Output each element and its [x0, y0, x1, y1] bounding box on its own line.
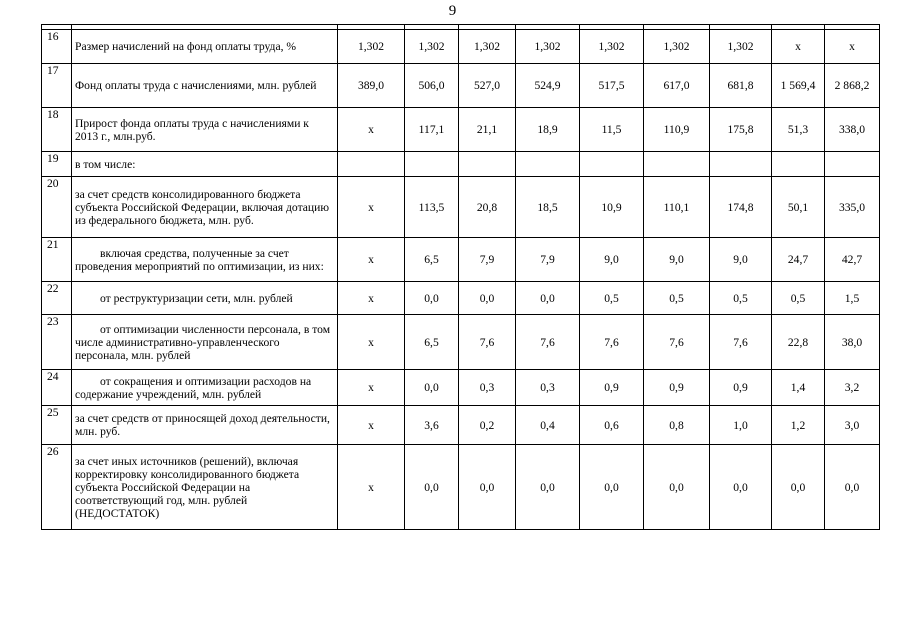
- value-cell: 42,7: [825, 238, 880, 282]
- value-cell: 110,1: [644, 177, 710, 238]
- value-cell: 1,302: [644, 30, 710, 64]
- value-cell: 7,6: [459, 315, 516, 370]
- value-cell: 6,5: [405, 315, 459, 370]
- value-cell: х: [338, 177, 405, 238]
- value-cell: 0,0: [516, 445, 580, 530]
- row-description: [72, 64, 338, 108]
- value-cell: х: [338, 108, 405, 152]
- table-row: [42, 315, 880, 370]
- value-cell: 0,0: [825, 445, 880, 530]
- row-description: [72, 282, 338, 315]
- value-cell: 0,0: [459, 445, 516, 530]
- value-cell: 517,5: [580, 64, 644, 108]
- row-description-text: Прирост фонда оплаты труда с начислениями к 2013 г., млн.руб.: [75, 116, 309, 143]
- value-cell: [580, 152, 644, 177]
- value-cell: х: [338, 445, 405, 530]
- row-number: 26: [42, 445, 72, 530]
- value-cell: х: [772, 30, 825, 64]
- table-row: [42, 152, 880, 177]
- value-cell: 0,0: [516, 282, 580, 315]
- value-cell: 175,8: [710, 108, 772, 152]
- value-cell: 0,5: [772, 282, 825, 315]
- row-number: 18: [42, 108, 72, 152]
- value-cell: 617,0: [644, 64, 710, 108]
- value-cell: 10,9: [580, 177, 644, 238]
- value-cell: 0,4: [516, 406, 580, 445]
- value-cell: 9,0: [644, 238, 710, 282]
- row-description: [72, 370, 338, 406]
- row-description-text: включая средства, полученные за счет проведения мероприятий по оптимизации, из них:: [75, 246, 324, 273]
- value-cell: х: [825, 30, 880, 64]
- table-row: [42, 64, 880, 108]
- value-cell: [772, 152, 825, 177]
- row-number: 17: [42, 64, 72, 108]
- value-cell: 338,0: [825, 108, 880, 152]
- value-cell: 0,5: [710, 282, 772, 315]
- value-cell: 22,8: [772, 315, 825, 370]
- value-cell: х: [338, 406, 405, 445]
- row-description-text: в том числе:: [75, 157, 136, 171]
- table-row: [42, 406, 880, 445]
- value-cell: 1,302: [516, 30, 580, 64]
- value-cell: 0,9: [710, 370, 772, 406]
- row-description-text: от реструктуризации сети, млн. рублей: [100, 291, 293, 305]
- value-cell: 1,2: [772, 406, 825, 445]
- value-cell: 18,5: [516, 177, 580, 238]
- value-cell: х: [338, 238, 405, 282]
- value-cell: 0,3: [459, 370, 516, 406]
- value-cell: 7,6: [710, 315, 772, 370]
- value-cell: 1,302: [710, 30, 772, 64]
- value-cell: 7,6: [516, 315, 580, 370]
- value-cell: [516, 152, 580, 177]
- value-cell: [405, 152, 459, 177]
- value-cell: х: [338, 370, 405, 406]
- row-description-text: от оптимизации численности персонала, в том числе административно-управленческого персонала, млн. рублей: [75, 322, 331, 362]
- value-cell: 0,0: [710, 445, 772, 530]
- row-description: [72, 406, 338, 445]
- value-cell: 7,9: [459, 238, 516, 282]
- row-number: 16: [42, 30, 72, 64]
- row-description-text: за счет средств от приносящей доход деятельности, млн. руб.: [75, 412, 330, 438]
- row-description-text: Размер начислений на фонд оплаты труда, %: [75, 40, 297, 53]
- row-description-text: за счет средств консолидированного бюджета субъекта Российской Федерации, включая дотацию из федерального бюджета, млн. руб.: [75, 187, 329, 227]
- row-description: [72, 177, 338, 238]
- value-cell: 0,9: [644, 370, 710, 406]
- table-row: [42, 445, 880, 530]
- value-cell: 0,5: [580, 282, 644, 315]
- value-cell: 0,0: [405, 282, 459, 315]
- value-cell: 7,9: [516, 238, 580, 282]
- value-cell: 0,0: [644, 445, 710, 530]
- value-cell: 1,0: [710, 406, 772, 445]
- value-cell: 1,302: [405, 30, 459, 64]
- value-cell: 20,8: [459, 177, 516, 238]
- row-description: [72, 238, 338, 282]
- value-cell: х: [338, 282, 405, 315]
- value-cell: 9,0: [580, 238, 644, 282]
- row-description: [72, 30, 338, 64]
- value-cell: 1,302: [338, 30, 405, 64]
- value-cell: [338, 152, 405, 177]
- value-cell: 3,6: [405, 406, 459, 445]
- table-body: [42, 25, 880, 530]
- value-cell: 7,6: [580, 315, 644, 370]
- value-cell: 0,6: [580, 406, 644, 445]
- value-cell: 389,0: [338, 64, 405, 108]
- value-cell: 7,6: [644, 315, 710, 370]
- value-cell: 3,2: [825, 370, 880, 406]
- value-cell: [644, 152, 710, 177]
- value-cell: 51,3: [772, 108, 825, 152]
- value-cell: 6,5: [405, 238, 459, 282]
- value-cell: 21,1: [459, 108, 516, 152]
- row-number: 23: [42, 315, 72, 370]
- value-cell: 9,0: [710, 238, 772, 282]
- value-cell: 1,4: [772, 370, 825, 406]
- row-description: [72, 315, 338, 370]
- row-description-text: Фонд оплаты труда с начислениями, млн. рублей: [75, 79, 317, 92]
- row-description-text: за счет иных источников (решений), включая корректировку консолидированного бюджета субъекта Российской Федерации на соответствующий год, млн. рублей (НЕДОСТАТОК): [75, 454, 300, 520]
- value-cell: 18,9: [516, 108, 580, 152]
- page-number: 9: [448, 3, 457, 19]
- value-cell: х: [338, 315, 405, 370]
- row-number: 24: [42, 370, 72, 406]
- row-description-text: от сокращения и оптимизации расходов на содержание учреждений, млн. рублей: [75, 374, 312, 401]
- value-cell: 2 868,2: [825, 64, 880, 108]
- table-row: [42, 177, 880, 238]
- value-cell: 335,0: [825, 177, 880, 238]
- row-number: 19: [42, 152, 72, 177]
- row-number: 21: [42, 238, 72, 282]
- row-description: [72, 445, 338, 530]
- value-cell: [459, 152, 516, 177]
- value-cell: 117,1: [405, 108, 459, 152]
- value-cell: 0,5: [644, 282, 710, 315]
- value-cell: 0,0: [405, 370, 459, 406]
- value-cell: 1,5: [825, 282, 880, 315]
- table-row: [42, 30, 880, 64]
- value-cell: [710, 152, 772, 177]
- value-cell: 11,5: [580, 108, 644, 152]
- value-cell: 3,0: [825, 406, 880, 445]
- value-cell: 0,0: [772, 445, 825, 530]
- table-row: [42, 108, 880, 152]
- value-cell: 0,0: [580, 445, 644, 530]
- row-number: 25: [42, 406, 72, 445]
- value-cell: 0,9: [580, 370, 644, 406]
- value-cell: 50,1: [772, 177, 825, 238]
- value-cell: 1,302: [459, 30, 516, 64]
- value-cell: 1,302: [580, 30, 644, 64]
- value-cell: 0,8: [644, 406, 710, 445]
- value-cell: 506,0: [405, 64, 459, 108]
- table-row: [42, 282, 880, 315]
- value-cell: 1 569,4: [772, 64, 825, 108]
- value-cell: 0,0: [459, 282, 516, 315]
- table-row: [42, 370, 880, 406]
- value-cell: 0,0: [405, 445, 459, 530]
- row-description: [72, 152, 338, 177]
- row-description: [72, 108, 338, 152]
- value-cell: 110,9: [644, 108, 710, 152]
- value-cell: 113,5: [405, 177, 459, 238]
- value-cell: 0,3: [516, 370, 580, 406]
- value-cell: 24,7: [772, 238, 825, 282]
- value-cell: 0,2: [459, 406, 516, 445]
- value-cell: 681,8: [710, 64, 772, 108]
- value-cell: 527,0: [459, 64, 516, 108]
- value-cell: 524,9: [516, 64, 580, 108]
- value-cell: 38,0: [825, 315, 880, 370]
- value-cell: 174,8: [710, 177, 772, 238]
- value-cell: [825, 152, 880, 177]
- payroll-fund-table: [41, 24, 880, 530]
- row-number: 20: [42, 177, 72, 238]
- row-number: 22: [42, 282, 72, 315]
- table-row: [42, 238, 880, 282]
